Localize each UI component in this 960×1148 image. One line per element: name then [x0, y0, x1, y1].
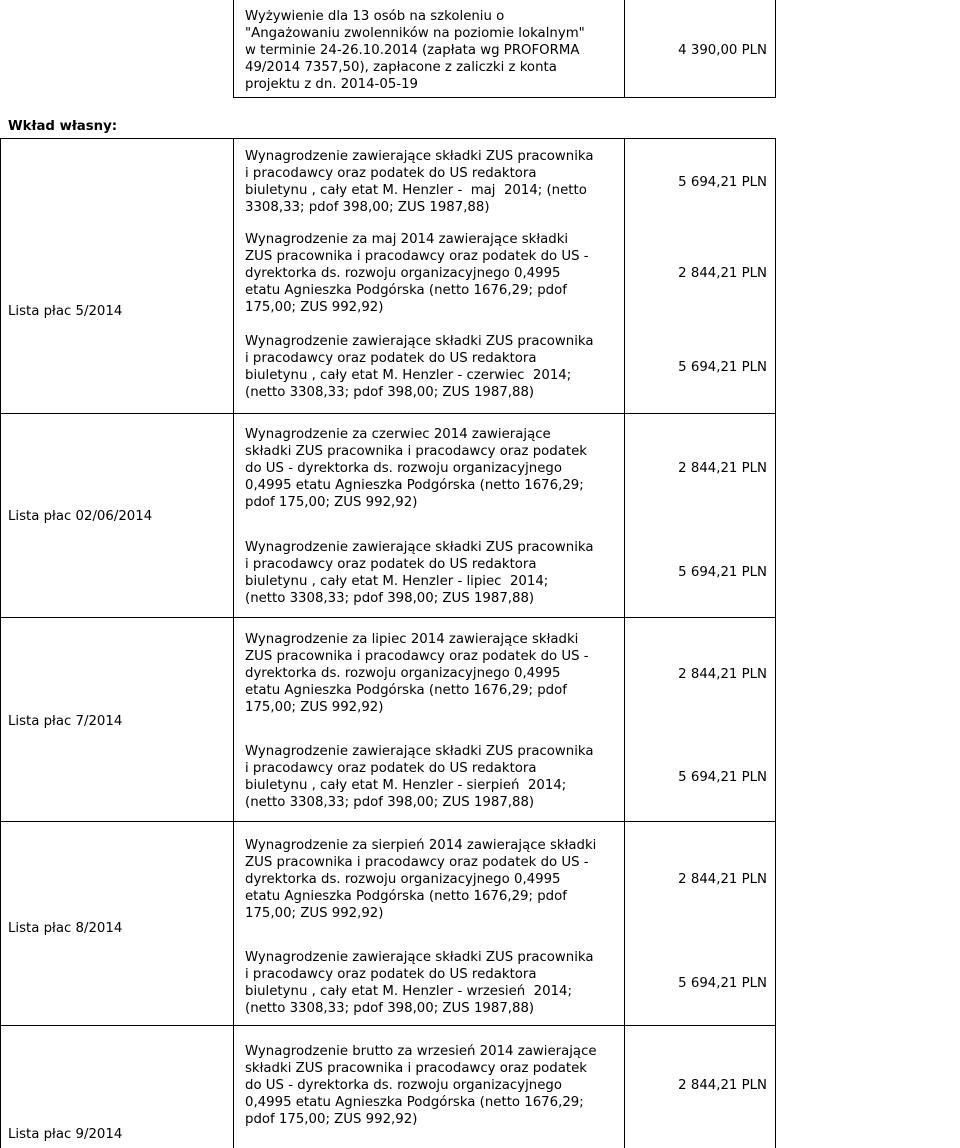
expense-amount: 5 694,21 PLN: [678, 175, 767, 190]
payroll-document-label: Lista płac 02/06/2014: [8, 509, 153, 524]
payroll-document-label: Lista płac 7/2014: [8, 714, 123, 729]
grid-line: [0, 138, 1, 1148]
grid-line: [0, 821, 776, 822]
expense-amount: 2 844,21 PLN: [678, 872, 767, 887]
expense-amount: 5 694,21 PLN: [678, 770, 767, 785]
grid-line: [0, 1025, 776, 1026]
expense-amount: 2 844,21 PLN: [678, 1078, 767, 1093]
payroll-document-label: Lista płac 8/2014: [8, 921, 123, 936]
expense-description: Wynagrodzenie za sierpień 2014 zawierające składki ZUS pracownika i pracodawcy oraz podatek do US - dyrektorka ds. rozwoju organizacyjnego 0,4995 etatu Agnieszka Podgórska (netto 1676,29; pdof 175,00; ZUS 992,92): [245, 838, 597, 921]
expense-description: Wynagrodzenie zawierające składki ZUS pracownika i pracodawcy oraz podatek do US redaktora biuletynu , cały etat M. Henzler - czerwiec 2014; (netto 3308,33; pdof 398,00; ZUS 1987,88): [245, 334, 594, 400]
expense-amount: 5 694,21 PLN: [678, 360, 767, 375]
payroll-document-label: Lista płac 5/2014: [8, 304, 123, 319]
expense-amount: 2 844,21 PLN: [678, 461, 767, 476]
grid-line: [775, 0, 776, 98]
expense-amount: 2 844,21 PLN: [678, 667, 767, 682]
grid-line: [0, 413, 776, 414]
expense-description: Wynagrodzenie zawierające składki ZUS pracownika i pracodawcy oraz podatek do US redaktora biuletynu , cały etat M. Henzler - maj 2014; (netto 3308,33; pdof 398,00; ZUS 1987,88): [245, 149, 594, 215]
expense-amount: 5 694,21 PLN: [678, 565, 767, 580]
grid-line: [233, 0, 234, 98]
expense-description: Wynagrodzenie zawierające składki ZUS pracownika i pracodawcy oraz podatek do US redaktora biuletynu , cały etat M. Henzler - lipiec 2014; (netto 3308,33; pdof 398,00; ZUS 1987,88): [245, 540, 594, 606]
expense-description: Wynagrodzenie zawierające składki ZUS pracownika i pracodawcy oraz podatek do US redaktora biuletynu , cały etat M. Henzler - wrzesień 2014; (netto 3308,33; pdof 398,00; ZUS 1987,88): [245, 950, 594, 1016]
expense-description: Wynagrodzenie za maj 2014 zawierające składki ZUS pracownika i pracodawcy oraz podatek do US - dyrektorka ds. rozwoju organizacyjnego 0,4995 etatu Agnieszka Podgórska (netto 1676,29; pdof 175,00; ZUS 992,92): [245, 232, 589, 315]
expense-description: Wynagrodzenie brutto za wrzesień 2014 zawierające składki ZUS pracownika i pracodawcy oraz podatek do US - dyrektorka ds. rozwoju organizacyjnego 0,4995 etatu Agnieszka Podgórska (netto 1676,29; pdof 175,00; ZUS 992,92): [245, 1044, 597, 1127]
expense-amount: 5 694,21 PLN: [678, 976, 767, 991]
expense-description: Wynagrodzenie za lipiec 2014 zawierające składki ZUS pracownika i pracodawcy oraz podatek do US - dyrektorka ds. rozwoju organizacyjnego 0,4995 etatu Agnieszka Podgórska (netto 1676,29; pdof 175,00; ZUS 992,92): [245, 632, 589, 715]
grid-line: [0, 138, 776, 139]
expense-description: Wynagrodzenie za czerwiec 2014 zawierające składki ZUS pracownika i pracodawcy oraz podatek do US - dyrektorka ds. rozwoju organizacyjnego 0,4995 etatu Agnieszka Podgórska (netto 1676,29; pdof 175,00; ZUS 992,92): [245, 427, 587, 510]
grid-line: [775, 138, 776, 1148]
expense-amount: 4 390,00 PLN: [678, 43, 767, 58]
grid-line: [233, 138, 234, 1148]
expense-description: Wyżywienie dla 13 osób na szkoleniu o "Angażowaniu zwolenników na poziomie lokalnym" w terminie 24-26.10.2014 (zapłata wg PROFORMA 49/2014 7357,50), zapłacone z zaliczki z konta projektu z dn. 2014-05-19: [245, 9, 585, 92]
grid-line: [233, 97, 776, 98]
section-heading: Wkład własny:: [8, 119, 118, 134]
grid-line: [0, 617, 776, 618]
expense-description: Wynagrodzenie zawierające składki ZUS pracownika i pracodawcy oraz podatek do US redaktora biuletynu , cały etat M. Henzler - sierpień 2014; (netto 3308,33; pdof 398,00; ZUS 1987,88): [245, 744, 594, 810]
expense-amount: 2 844,21 PLN: [678, 266, 767, 281]
payroll-document-label: Lista płac 9/2014: [8, 1127, 123, 1142]
